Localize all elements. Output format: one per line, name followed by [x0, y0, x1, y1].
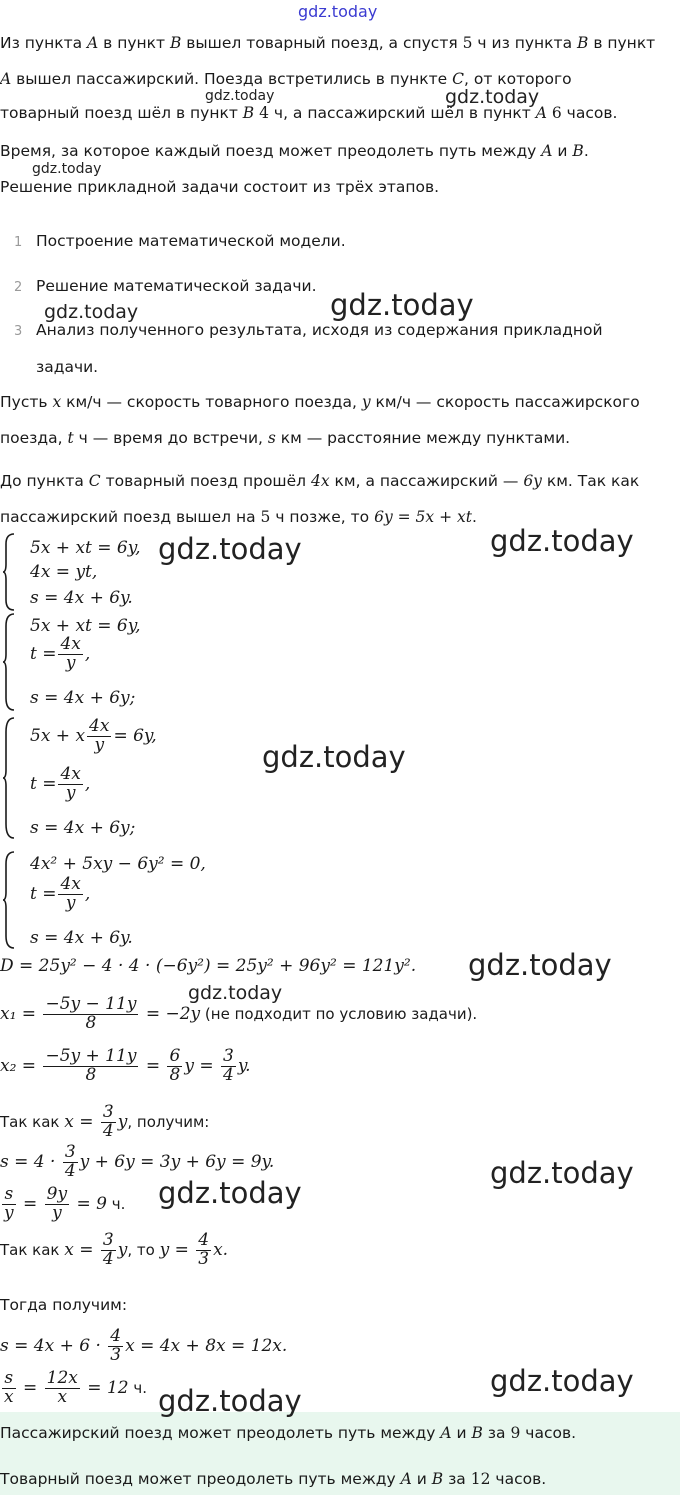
brace-icon [2, 716, 16, 840]
system-1: 5x + xt = 6y, 4x = yt, s = 4x + 6y. [0, 532, 300, 614]
brace-icon [2, 532, 16, 612]
watermark-top: gdz.today [298, 2, 378, 21]
before-line-1: До пункта C товарный поезд прошёл 4x км, а пассажирский — 6y км. Так как [0, 472, 640, 490]
stage-item-2: 2 Решение математической задачи. [14, 277, 317, 295]
watermark: gdz.today [44, 301, 139, 323]
problem-line-1: Из пункта A в пункт B вышел товарный поезд, а спустя 5 ч из пункта B в пункт [0, 34, 656, 52]
watermark: gdz.today [32, 161, 102, 177]
stage-item-1: 1 Построение математической модели. [14, 232, 346, 250]
discriminant: D = 25y² − 4 · 4 · (−6y²) = 25y² + 96y² = 121y². [0, 956, 417, 976]
watermark: gdz.today [158, 1176, 302, 1210]
since-x-then-y: Так как x = $\frac{3}{4}$ y, то y = $\frac{4}{3}$ x. [0, 1230, 229, 1269]
let-line-1: Пусть x км/ч — скорость товарного поезда, y км/ч — скорость пассажирского [0, 393, 640, 411]
watermark: gdz.today [158, 532, 302, 566]
system-4: 4x² + 5xy − 6y² = 0, t = $\frac{4x}{y}$ , s = 4x + 6y. [0, 850, 300, 950]
problem-line-2: A вышел пассажирский. Поезда встретились в пункте C, от которого [0, 70, 572, 88]
stage-item-3-cont: задачи. [36, 358, 99, 376]
watermark: gdz.today [445, 86, 540, 108]
watermark: gdz.today [188, 982, 283, 1004]
watermark: gdz.today [490, 1364, 634, 1398]
s-over-y: $\frac{s}{y}$ = $\frac{9y}{y}$ = 9 ч. [4, 1184, 126, 1223]
watermark: gdz.today [262, 740, 406, 774]
root-x2: x₂ = $\frac{-5y + 11y}{8}$ = $\frac{6}{8}$ y = $\frac{3}{4}$ y. [0, 1046, 251, 1085]
before-line-2: пассажирский поезд вышел на 5 ч позже, то 6y = 5x + xt. [0, 508, 477, 526]
watermark: gdz.today [158, 1384, 302, 1418]
since-x: Так как x = $\frac{3}{4}$ y, получим: [0, 1102, 210, 1141]
s-equation: s = 4 · $\frac{3}{4}$ y + 6y = 3y + 6y = 9y. [0, 1142, 275, 1181]
let-line-2: поезда, t ч — время до встречи, s км — расстояние между пунктами. [0, 429, 571, 447]
problem-line-3: товарный поезд шёл в пункт B 4 ч, а пассажирский шёл в пункт A 6 часов. [0, 104, 618, 122]
watermark: gdz.today [490, 524, 634, 558]
s-over-x: $\frac{s}{x}$ = $\frac{12x}{x}$ = 12 ч. [4, 1368, 147, 1407]
question-line: Время, за которое каждый поезд может преодолеть путь между A и B. [0, 142, 589, 160]
s-equation-2: s = 4x + 6 · $\frac{4}{3}$ x = 4x + 8x = 12x. [0, 1326, 288, 1365]
root-x1: x₁ = $\frac{-5y - 11y}{8}$ = −2y (не подходит по условию задачи). [0, 994, 478, 1033]
brace-icon [2, 850, 16, 950]
answer-passenger: Пассажирский поезд может преодолеть путь между A и B за 9 часов. [0, 1424, 577, 1442]
system-2: 5x + xt = 6y, t = $\frac{4x}{y}$ , s = 4x + 6y; [0, 612, 300, 712]
stages-intro: Решение прикладной задачи состоит из трёх этапов. [0, 178, 440, 196]
watermark: gdz.today [205, 88, 275, 104]
then-label: Тогда получим: [0, 1296, 128, 1314]
watermark: gdz.today [468, 948, 612, 982]
watermark: gdz.today [490, 1156, 634, 1190]
brace-icon [2, 612, 16, 712]
stage-item-3: 3 Анализ полученного результата, исходя из содержания прикладной [14, 321, 603, 339]
watermark: gdz.today [330, 288, 474, 322]
answer-freight: Товарный поезд может преодолеть путь между A и B за 12 часов. [0, 1470, 547, 1488]
system-3: 5x + x $\frac{4x}{y}$ = 6y, t = $\frac{4x}{y}$ , s = 4x + 6y; [0, 716, 300, 840]
